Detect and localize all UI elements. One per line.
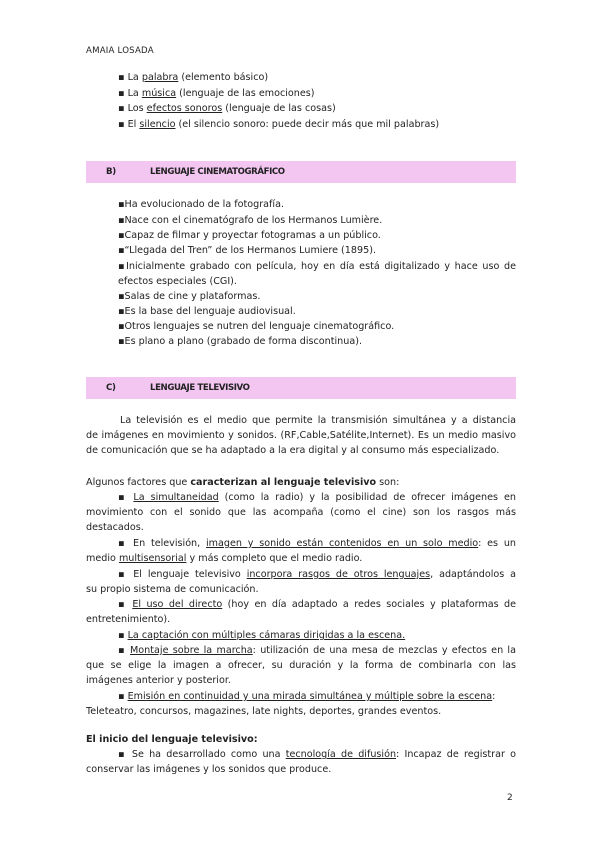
section-b-item: ▪Es la base del lenguaje audiovisual. xyxy=(118,306,296,317)
section-b-label: B) xyxy=(106,167,116,177)
factor-item: ▪ El lenguaje televisivo incorpora rasgos de otros lenguajes, adaptándolos a su propio sistema de comunicación. xyxy=(86,569,516,595)
intro-bullet: ▪ La palabra (elemento básico) xyxy=(118,72,269,83)
section-c-heading xyxy=(86,377,516,399)
factor-item: ▪ Emisión en continuidad y una mirada simultánea y múltiple sobre la escena: Teleteatro, concursos, magazines, late nights, deportes, grandes eventos. xyxy=(86,691,496,717)
section-b-item: ▪Ha evolucionado de la fotografía. xyxy=(118,199,285,210)
section-b-item: ▪“Llegada del Tren” de los Hermanos Lumiere (1895). xyxy=(118,245,376,256)
section-b-item: ▪Nace con el cinematógrafo de los Hermanos Lumière. xyxy=(118,215,383,226)
section-b-item: ▪Otros lenguajes se nutren del lenguaje cinematográfico. xyxy=(118,321,395,332)
inicio-item: ▪ Se ha desarrollado como una tecnología de difusión: Incapaz de registrar o conservar las imágenes y los sonidos que produce. xyxy=(86,749,516,775)
intro-bullet: ▪ La música (lenguaje de las emociones) xyxy=(118,88,315,99)
inicio-heading: El inicio del lenguaje televisivo: xyxy=(86,734,258,745)
section-b-item: ▪Es plano a plano (grabado de forma discontinua). xyxy=(118,336,363,347)
intro-bullet: ▪ El silencio (el silencio sonoro: puede decir más que mil palabras) xyxy=(118,119,440,130)
section-c-paragraph: La televisión es el medio que permite la transmisión simultánea y a distancia de imágenes en movimiento y sonidos. (RF,Cable,Satélite,Internet). Es un medio masivo de comunicación que se ha adaptado a la era digital y al consumo más especializado. xyxy=(86,415,516,456)
factor-item: ▪ Montaje sobre la marcha: utilización de una mesa de mezclas y efectos en la que se elige la imagen a ofrecer, su duración y la forma de combinarla con las imágenes anterior y posterior. xyxy=(86,645,516,686)
section-b-item: ▪Inicialmente grabado con película, hoy en día está digitalizado y hace uso de xyxy=(118,261,516,272)
section-c-title: LENGUAJE TELEVISIVO xyxy=(150,383,250,393)
section-b-item: ▪Salas de cine y plataformas. xyxy=(118,291,261,302)
document-header-author: AMAIA LOSADA xyxy=(86,46,154,56)
section-b-title: LENGUAJE CINEMATOGRÁFICO xyxy=(150,167,285,177)
factor-item: ▪ La captación con múltiples cámaras dirigidas a la escena. xyxy=(118,630,406,641)
intro-bullet: ▪ Los efectos sonoros (lenguaje de las cosas) xyxy=(118,103,336,114)
factor-item: ▪ La simultaneidad (como la radio) y la posibilidad de ofrecer imágenes en movimiento con el sonido que las acompaña (como el cine) son los rasgos más destacados. xyxy=(86,492,516,533)
section-b-item: ▪Capaz de filmar y proyectar fotogramas a un público. xyxy=(118,230,381,241)
section-b-heading xyxy=(86,161,516,183)
factor-item: ▪ En televisión, imagen y sonido están contenidos en un solo medio: es un medio multisensorial y más completo que el medio radio. xyxy=(86,538,516,564)
page-number: 2 xyxy=(507,793,513,803)
section-c-label: C) xyxy=(106,383,116,393)
factor-item: ▪ El uso del directo (hoy en día adaptado a redes sociales y plataformas de entretenimiento). xyxy=(86,599,516,625)
section-b-item-continuation: efectos especiales (CGI). xyxy=(118,276,237,287)
factors-intro: Algunos factores que caracterizan al lenguaje televisivo son: xyxy=(86,477,400,488)
